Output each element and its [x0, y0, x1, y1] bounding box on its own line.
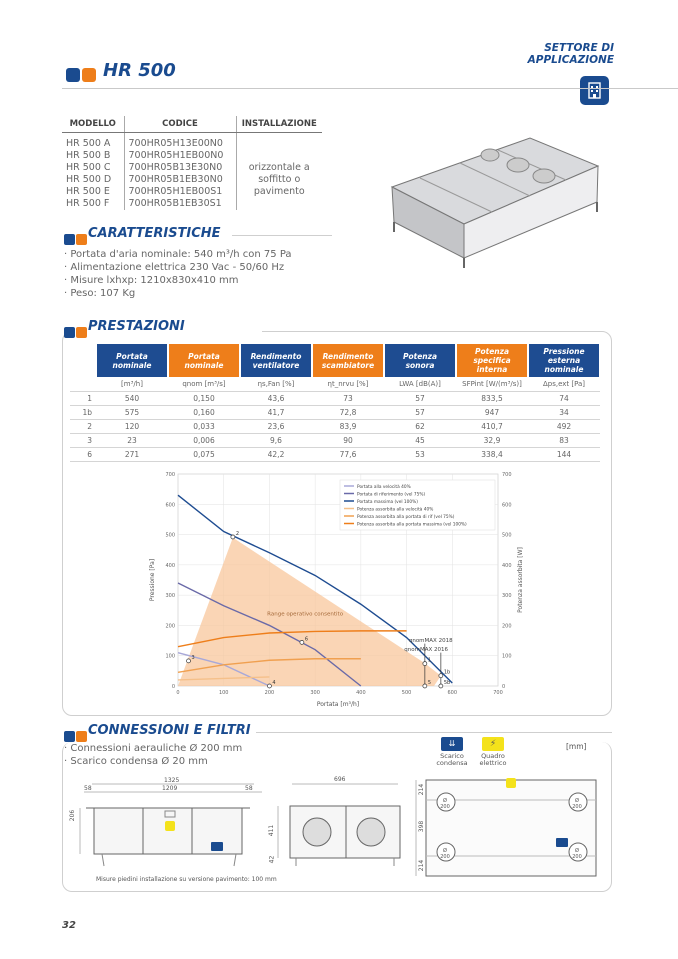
square-orange [76, 731, 87, 742]
table-row [70, 391, 600, 405]
sector-icon [580, 76, 609, 105]
y-tick-label: 200 [165, 623, 175, 630]
cell: 41,7 [240, 405, 312, 419]
installation-line: pavimento [236, 186, 322, 198]
unit-cell: LWA [dB(A)] [384, 377, 456, 391]
piedini-note: Misure piedini installazione su versione pavimento: 100 mm [96, 876, 277, 883]
sector-label [528, 42, 614, 66]
working-point [439, 674, 443, 678]
list-item: · Connessioni aerauliche Ø 200 mm [64, 742, 242, 755]
cell: 53 [384, 447, 456, 461]
cell: 271 [96, 447, 168, 461]
y-tick-label: 100 [165, 653, 175, 660]
y-axis-label: Pressione [Pa] [149, 558, 156, 602]
working-point [439, 684, 443, 688]
point-label: 5 [427, 680, 432, 686]
table-row [70, 433, 600, 447]
y2-tick-label: 0 [502, 684, 506, 690]
list-item: · Peso: 107 Kg [64, 287, 292, 300]
installation-line: orizzontale a [236, 162, 322, 174]
technical-drawings [64, 774, 614, 884]
sector-line2: APPLICAZIONE [527, 54, 614, 66]
performance-table [70, 344, 601, 462]
unit-label: [mm] [566, 742, 587, 751]
x-tick-label: 100 [218, 690, 229, 696]
title-square-orange [82, 68, 96, 82]
list-item: · Alimentazione elettrica 230 Vac - 50/60 Hz [64, 261, 292, 274]
col-installazione: INSTALLAZIONE [236, 116, 322, 133]
cell: 492 [528, 419, 600, 433]
working-point [267, 684, 271, 688]
model-code: 700HR05B1EB30S1 [124, 198, 236, 210]
dim-label: 58 [84, 785, 92, 792]
point-label: 5b [443, 680, 451, 686]
working-point [423, 684, 427, 688]
legend-label: Portata alla velocità 40% [357, 484, 411, 490]
quadro-label: Quadro elettrico [479, 752, 507, 767]
y2-tick-label: 500 [502, 532, 512, 539]
cell: 833,5 [456, 391, 528, 405]
x-tick-label: 300 [310, 690, 320, 696]
working-point [423, 662, 427, 666]
x-tick-label: 700 [493, 690, 503, 696]
model-code: 700HR05H13E00N0 [124, 138, 236, 150]
y2-tick-label: 100 [502, 653, 512, 660]
y2-tick-label: 600 [502, 502, 512, 509]
y2-tick-label: 700 [502, 472, 512, 478]
y-tick-label: 700 [165, 472, 175, 478]
dim-label: 696 [334, 776, 346, 783]
x-tick-label: 0 [176, 690, 180, 696]
x-tick-label: 400 [356, 690, 366, 696]
table-row [70, 447, 600, 461]
legend-label: Portata massima (vel 100%) [357, 499, 418, 505]
cell: 83 [528, 433, 600, 447]
cell: 23 [96, 433, 168, 447]
cell: 90 [312, 433, 384, 447]
units-row [70, 377, 600, 391]
y-tick-label: 500 [165, 532, 175, 539]
title-squares [66, 64, 96, 83]
col-header: Pressione esterna nominale [528, 344, 600, 377]
cell: 77,6 [312, 447, 384, 461]
models-table [62, 116, 322, 210]
col-header: Potenza sonora [384, 344, 456, 377]
caratteristiche-title: CARATTERISTICHE [88, 226, 221, 241]
y-tick-label: 300 [165, 593, 175, 600]
diameter-label: Ø 200 [440, 848, 450, 860]
table-row [70, 405, 600, 419]
square-blue [64, 234, 75, 245]
model-name: HR 500 B [66, 149, 111, 161]
product-image [380, 130, 605, 280]
model-name: HR 500 E [66, 185, 110, 197]
connessioni-divider [256, 732, 612, 733]
col-header: Portata nominale [168, 344, 240, 377]
model-name: HR 500 A [66, 137, 111, 149]
table-row [70, 419, 600, 433]
col-header: Portata nominale [96, 344, 168, 377]
cell: 34 [528, 405, 600, 419]
col-header: Potenza specifica interna [456, 344, 528, 377]
cell: 73 [312, 391, 384, 405]
legend-label: Portata di riferimento (vel 75%) [357, 492, 426, 498]
prestazioni-title: PRESTAZIONI [88, 319, 185, 334]
sector-line1: SETTORE DI [544, 42, 614, 54]
dim-label: 1325 [164, 777, 180, 784]
header-divider [62, 88, 678, 89]
table-row [62, 162, 322, 174]
connessioni-title: CONNESSIONI E FILTRI [88, 723, 251, 738]
caratteristiche-list [64, 248, 292, 300]
dim-label: 58 [245, 785, 253, 792]
table-row [62, 198, 322, 210]
cell: 338,4 [456, 447, 528, 461]
cell: 0,033 [168, 419, 240, 433]
model-name: HR 500 D [66, 173, 112, 185]
cell: 62 [384, 419, 456, 433]
unit-cell: Δps,ext [Pa] [528, 377, 600, 391]
performance-chart [140, 466, 540, 712]
chart-legend [340, 480, 495, 530]
x-tick-label: 600 [447, 690, 458, 696]
model-name: HR 500 F [66, 197, 110, 209]
connessioni-list [64, 742, 242, 768]
marker-label-2018: qnomMAX 2018 [408, 638, 453, 645]
point-label: 4 [272, 680, 276, 686]
list-item: · Misure lxhxp: 1210x830x410 mm [64, 274, 292, 287]
caratteristiche-divider [232, 235, 332, 236]
col-header: Rendimento scambiatore [312, 344, 384, 377]
row-id: 6 [70, 447, 96, 461]
point-label: 1 [427, 657, 432, 664]
y2-tick-label: 400 [502, 562, 512, 569]
unit-cell: ηt_nrvu [%] [312, 377, 384, 391]
dim-label: 411 [268, 824, 276, 837]
cell: 0,006 [168, 433, 240, 447]
installation-line: soffitto o [236, 174, 322, 186]
model-code: 700HR05H1EB00N0 [124, 150, 236, 162]
working-point [231, 535, 235, 539]
row-id: 3 [70, 433, 96, 447]
row-id: 1 [70, 391, 96, 405]
caratteristiche-squares [64, 229, 87, 248]
cell: 42,2 [240, 447, 312, 461]
point-label: 2 [235, 530, 240, 537]
cell: 45 [384, 433, 456, 447]
table-row [62, 150, 322, 162]
title-square-blue [66, 68, 80, 82]
cell: 32,9 [456, 433, 528, 447]
cell: 947 [456, 405, 528, 419]
row-id: 1b [70, 405, 96, 419]
col-header: Rendimento ventilatore [240, 344, 312, 377]
cell: 0,150 [168, 391, 240, 405]
unit-cell: [m³/h] [96, 377, 168, 391]
diameter-label: Ø 200 [572, 848, 582, 860]
legend-label: Potenza assorbita alla velocità 40% [357, 507, 434, 513]
page-number: 32 [62, 920, 76, 931]
quadro-elettrico-icon: ⚡ [482, 737, 504, 751]
model-code: 700HR05H1EB00S1 [124, 186, 236, 198]
cell: 83,9 [312, 419, 384, 433]
table-row [62, 186, 322, 198]
marker-label-2016: qnomMAX 2016 [404, 647, 449, 654]
cell: 0,075 [168, 447, 240, 461]
scarico-condensa-icon: ⇊ [441, 737, 463, 751]
cell: 575 [96, 405, 168, 419]
working-point [300, 640, 304, 644]
cell: 57 [384, 391, 456, 405]
unit-cell: SFPint [W/(m³/s)] [456, 377, 528, 391]
cell: 43,6 [240, 391, 312, 405]
col-modello: MODELLO [62, 116, 124, 133]
diameter-label: Ø 200 [572, 798, 582, 810]
y-tick-label: 400 [165, 562, 175, 569]
x-axis-label: Portata [m³/h] [316, 701, 360, 708]
cell: 0,160 [168, 405, 240, 419]
table-row [62, 138, 322, 150]
dim-label: 206 [69, 809, 77, 822]
row-id: 2 [70, 419, 96, 433]
unit-cell: qnom [m³/s] [168, 377, 240, 391]
y2-tick-label: 300 [502, 593, 512, 600]
list-item: · Portata d'aria nominale: 540 m³/h con 75 Pa [64, 248, 292, 261]
square-orange [76, 327, 87, 338]
model-code: 700HR05B1EB30N0 [124, 174, 236, 186]
legend-label: Potenza assorbita alla portata massima (vel 100%) [357, 522, 467, 528]
diameter-label: Ø 200 [440, 798, 450, 810]
dim-label: 214 [418, 783, 426, 796]
region-label: Range operativo consentito [267, 611, 344, 618]
x-tick-label: 500 [401, 690, 412, 696]
col-codice: CODICE [124, 116, 236, 133]
list-item: · Scarico condensa Ø 20 mm [64, 755, 242, 768]
cell: 144 [528, 447, 600, 461]
y2-tick-label: 200 [502, 623, 512, 630]
cell: 120 [96, 419, 168, 433]
cell: 74 [528, 391, 600, 405]
page-title: HR 500 [103, 60, 176, 81]
point-label: 6 [304, 636, 309, 643]
table-row [62, 174, 322, 186]
square-blue [64, 327, 75, 338]
dim-label: 398 [418, 820, 426, 833]
cell: 23,6 [240, 419, 312, 433]
point-label: 3 [191, 654, 195, 661]
dim-label: 42 [268, 855, 276, 864]
cell: 72,8 [312, 405, 384, 419]
cell: 57 [384, 405, 456, 419]
cell: 9,6 [240, 433, 312, 447]
scarico-label: Scarico condensa [436, 752, 468, 767]
model-name: HR 500 C [66, 161, 111, 173]
model-code: 700HR05B13E30N0 [124, 162, 236, 174]
cell: 410,7 [456, 419, 528, 433]
y2-axis-label: Potenza assorbita [W] [517, 547, 524, 613]
y-tick-label: 600 [165, 502, 175, 509]
unit-cell: ηs,Fan [%] [240, 377, 312, 391]
square-blue [64, 731, 75, 742]
square-orange [76, 234, 87, 245]
prestazioni-squares [64, 322, 87, 341]
dim-label: 214 [418, 859, 426, 872]
x-tick-label: 200 [264, 690, 275, 696]
working-point [187, 659, 191, 663]
y-tick-label: 0 [171, 684, 175, 690]
point-label: 1b [443, 669, 451, 676]
dim-label: 1209 [162, 785, 178, 792]
legend-label: Potenza assorbita alla portata di rif (vel 75%) [357, 514, 455, 520]
building-icon [580, 76, 609, 105]
cell: 540 [96, 391, 168, 405]
